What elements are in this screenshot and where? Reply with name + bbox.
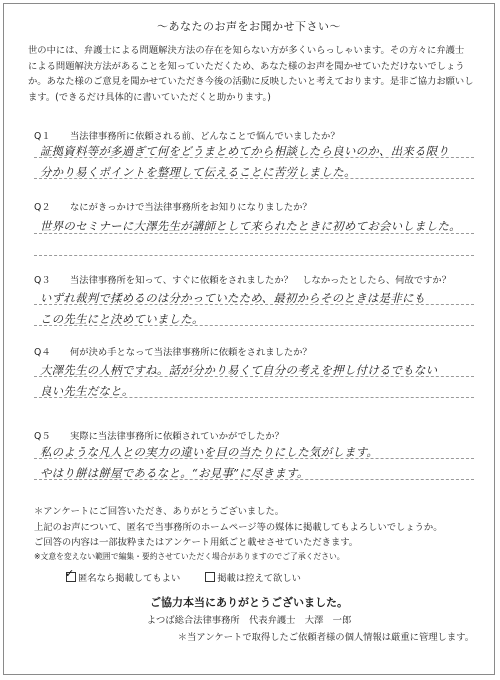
handwritten-answer: いずれ裁判で揉めるのは分かっていたため、最初からそのときは是非にも [40,291,426,305]
handwritten-answer: やはり餅は餅屋であるなと。“お見事”に尽きます。 [40,466,309,480]
question-number: Q２ [34,202,51,213]
consent-options [66,570,323,584]
firm-signature: よつば総合法律事務所 代表弁護士 大澤 一郎 [146,615,352,626]
intro-line: による問題解決方法があることを知っていただくため、あなた様のお声を聞かせていただけないでしょう [28,60,465,72]
question-2 [34,199,474,233]
consent-option-label: 匿名なら掲載してもよい [78,573,181,584]
question-3 [34,272,474,326]
consent-option-decline[interactable] [205,573,301,584]
handwritten-answer: 分かり易くポイントを整理して伝えることに苦労しました。 [40,165,356,179]
handwritten-answer: 良い先生だなと。 [40,384,134,398]
question-3-prompt [34,272,474,286]
footer-consent-question: 上記のお声について、匿名で当事務所のホームページ等の媒体に掲載してもよろしいでしょうか。 [34,522,443,533]
question-text: 実際に当法律事務所に依頼されていかがでしたか？ [70,431,284,442]
question-number: Q１ [34,131,51,142]
consent-option-label: 掲載は控えて欲しい [217,573,301,584]
checkbox-checked-icon[interactable] [66,572,76,582]
question-text: 当法律事務所に依頼される前、どんなことで悩んでいましたか？ [70,131,340,142]
handwritten-answer: 世界のセミナーに大澤先生が講師として来られたときに初めてお会いしました。 [40,219,461,233]
page-title: ～あなたのお声をお聞かせ下さい～ [157,20,341,33]
question-4-prompt [34,344,474,358]
footer-edit-note: ※文意を変えない範囲で編集・要約させていただく場合がありますのでご了承ください。 [34,552,345,561]
question-5-prompt [34,428,474,442]
question-number: Q３ [34,275,51,286]
privacy-note: ＊当アンケートで取得したご依頼者様の個人情報は厳重に管理します。 [177,632,474,643]
intro-text [28,43,478,105]
footer-thanks-note: ＊アンケートにご回答いただき、ありがとうございました。 [34,506,285,517]
question-text: なにがきっかけで当法律事務所をお知りになりましたか？ [70,202,312,213]
question-text: 当法律事務所を知って、すぐに依頼をされましたか？ しなかったとしたら、何故ですか？ [70,275,451,286]
questionnaire-sheet [3,3,495,675]
closing-thanks: ご協力本当にありがとうございました。 [150,596,348,609]
question-5 [34,428,474,480]
question-number: Q５ [34,431,51,442]
handwritten-answer: この先生にと決めていました。 [40,312,204,326]
handwritten-answer: 私のような凡人との実力の違いを目の当たりにした気がします。 [40,445,379,459]
consent-option-anonymous[interactable] [66,573,183,584]
checkbox-icon[interactable] [205,572,215,582]
handwritten-answer: 大澤先生の人柄ですね。話が分かり易くて自分の考えを押し付けるでもない [40,363,438,377]
intro-line: ます。(できるだけ具体的に書いていただくと助かります。) [28,91,271,103]
answer-line [34,255,474,256]
question-1-prompt [34,128,474,142]
question-1 [34,128,474,179]
question-2-prompt [34,199,474,213]
footer-content-note: ご回答の内容は一部抜粋またはアンケート用紙ごと載せさせていただきます。 [34,537,359,548]
handwritten-answer: 証拠資料等が多過ぎて何をどうまとめてから相談したら良いのか、出来る限り [40,144,450,158]
question-4 [34,344,474,398]
intro-line: か。あなた様のご意見を聞かせていただき今後の活動に反映したいと考えております。是非ご協力お願いし [28,76,474,87]
intro-line: 世の中には、弁護士による問題解決方法の存在を知らない方が多くいらっしゃいます。その方々に弁護士 [28,45,465,56]
question-text: 何が決め手となって当法律事務所に依頼をされましたか？ [70,347,312,358]
question-number: Q４ [34,347,51,358]
